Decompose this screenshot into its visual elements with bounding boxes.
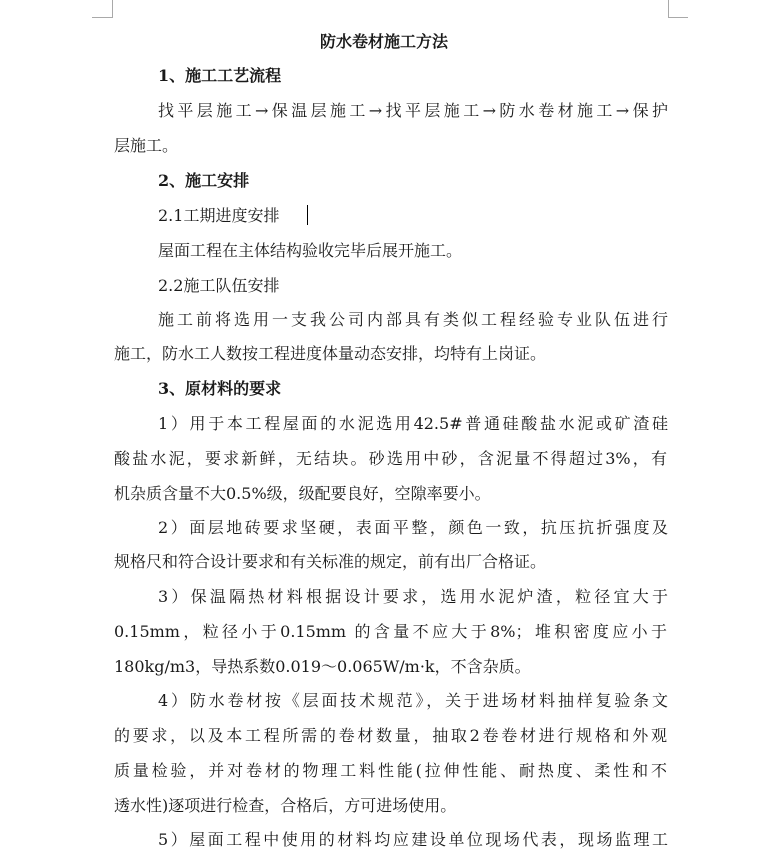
paragraph-line: 0.15mm，粒径小于0.15mm 的含量不应大于8%；堆积密度应小于: [114, 622, 667, 641]
margin-mark-top-left-vertical: [112, 0, 113, 18]
subsection-heading-2-2: 2.2施工队伍安排: [158, 276, 280, 295]
margin-mark-top-right-horizontal: [668, 17, 688, 18]
paragraph-line: 3）保温隔热材料根据设计要求，选用水泥炉渣，粒径宜大于: [158, 587, 668, 606]
paragraph-line: 规格尺和符合设计要求和有关标准的规定，前有出厂合格证。: [114, 552, 547, 571]
section-heading-3: 3、原材料的要求: [158, 379, 282, 398]
margin-mark-top-left-horizontal: [92, 17, 112, 18]
paragraph-line: 找平层施工→保温层施工→找平层施工→防水卷材施工→保护: [158, 101, 668, 120]
paragraph-line: 透水性)逐项进行检查，合格后，方可进场使用。: [114, 796, 457, 815]
paragraph-line: 5）屋面工程中使用的材料均应建设单位现场代表，现场监理工: [158, 830, 668, 849]
paragraph-line: 施工前将选用一支我公司内部具有类似工程经验专业队伍进行: [158, 310, 668, 329]
paragraph-line: 酸盐水泥，要求新鲜，无结块。砂选用中砂，含泥量不得超过3%，有: [114, 449, 667, 468]
document-title: 防水卷材施工方法: [320, 32, 449, 51]
margin-mark-top-right-vertical: [668, 0, 669, 18]
section-heading-2: 2、施工安排: [158, 171, 250, 190]
paragraph-line: 4）防水卷材按《层面技术规范》，关于进场材料抽样复验条文: [158, 691, 668, 710]
subsection-heading-2-1: 2.1工期进度安排: [158, 206, 280, 225]
paragraph-line: 质量检验，并对卷材的物理工料性能(拉伸性能、耐热度、柔性和不: [114, 761, 667, 780]
paragraph-line: 屋面工程在主体结构验收完毕后展开施工。: [158, 241, 463, 260]
section-heading-1: 1、施工工艺流程: [158, 66, 282, 85]
paragraph-line: 的要求，以及本工程所需的卷材数量，抽取2卷卷材进行规格和外观: [114, 726, 667, 745]
paragraph-line: 机杂质含量不大0.5%级，级配要良好，空隙率要小。: [114, 484, 491, 503]
paragraph-line: 2）面层地砖要求坚硬，表面平整，颜色一致，抗压抗折强度及: [158, 518, 668, 537]
text-cursor: [307, 205, 308, 225]
paragraph-line: 施工，防水工人数按工程进度体量动态安排，均特有上岗证。: [114, 344, 547, 363]
paragraph-line: 层施工。: [114, 136, 179, 155]
paragraph-line: 180kg/m3，导热系数0.019～0.065W/m·k，不含杂质。: [114, 657, 531, 676]
paragraph-line: 1）用于本工程屋面的水泥选用42.5#普通硅酸盐水泥或矿渣硅: [158, 414, 668, 433]
